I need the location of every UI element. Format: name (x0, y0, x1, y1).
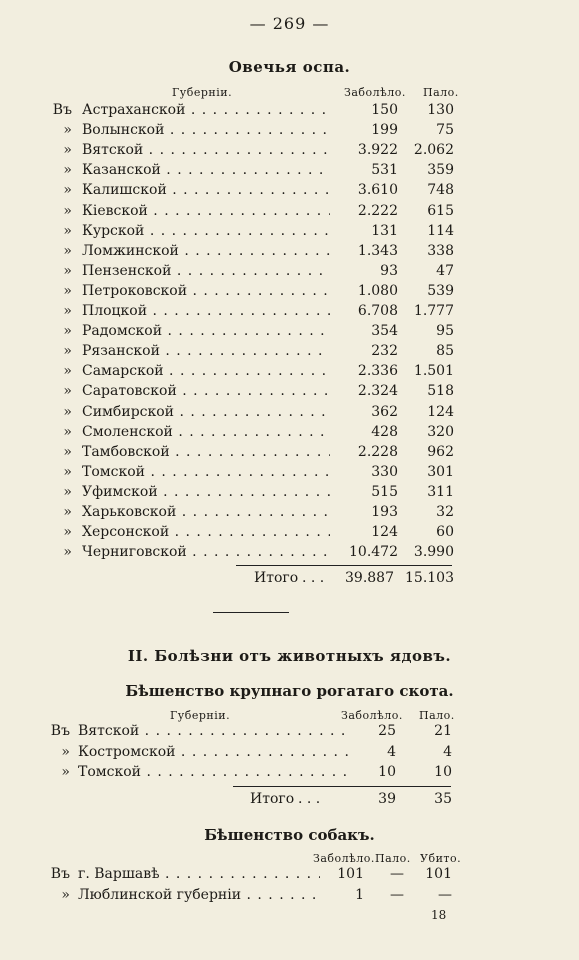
table-row (0, 122, 579, 142)
table-row (0, 524, 579, 544)
table-row (0, 223, 579, 243)
dead-count: 130 (402, 102, 454, 118)
row-prefix: » (63, 383, 72, 400)
col-header-province: Губерніи. (172, 86, 233, 99)
dead-count: 748 (402, 182, 454, 198)
province-name: Плоцкой . . . (82, 303, 382, 319)
signature-mark: 18 (431, 908, 447, 922)
province-name: Астраханской . . . (82, 102, 382, 118)
table-row (0, 323, 579, 343)
province-name: Курской . . . (82, 223, 382, 239)
row-prefix: » (63, 463, 72, 480)
dead-count: 95 (402, 323, 454, 339)
section-title: II. Болѣзни отъ животныхъ ядовъ. (127, 647, 452, 665)
table-row (0, 203, 579, 223)
dead-count: 124 (402, 404, 454, 420)
total-sick: 39.887 (345, 570, 394, 586)
dead-count: 518 (402, 383, 454, 399)
row-prefix: » (61, 743, 70, 760)
sick-count: 354 (330, 323, 398, 339)
row-prefix: » (61, 887, 70, 903)
table-row (0, 866, 579, 886)
table-row (0, 764, 579, 784)
dead-count: 47 (402, 263, 454, 279)
dead-count: 1.501 (402, 363, 454, 379)
dead-count: 359 (402, 162, 454, 178)
sick-count: 4 (350, 744, 396, 760)
table-row (0, 243, 579, 263)
row-prefix: » (63, 142, 72, 159)
province-name: Смоленской . . . (82, 424, 382, 440)
total-dots: . . . (298, 791, 321, 807)
rabies-dogs-title: Бѣшенство собакъ. (204, 826, 375, 844)
total-dead: 15.103 (405, 570, 454, 586)
sick-count: 1.343 (330, 243, 398, 259)
province-name: Вятской . . . (78, 723, 368, 739)
province-name: Херсонской . . . (82, 524, 382, 540)
province-name: Тамбовской . . . (82, 444, 382, 460)
rabies-cattle-total-row (0, 791, 579, 811)
sick-count: 124 (330, 524, 398, 540)
dead-count: — (372, 866, 404, 882)
table-row (0, 283, 579, 303)
sick-count: 362 (330, 404, 398, 420)
sheep-pox-total-row (0, 570, 579, 590)
table-row (0, 484, 579, 504)
sick-count: 2.324 (330, 383, 398, 399)
table-row (0, 363, 579, 383)
province-name: Томской . . . (78, 764, 368, 780)
row-prefix: » (63, 483, 72, 500)
table-row (0, 887, 579, 907)
dead-count: 3.990 (402, 544, 454, 560)
sheep-pox-title: Овечья оспа. (228, 58, 351, 76)
sick-count: 199 (330, 122, 398, 138)
row-prefix: » (63, 403, 72, 420)
row-prefix: Въ (50, 866, 70, 882)
sick-count: 25 (350, 723, 396, 739)
sick-count: 330 (330, 464, 398, 480)
place-name: Люблинской губерніи . . . (78, 887, 330, 903)
province-name: Пензенской . . . (82, 263, 382, 279)
row-prefix: Въ (52, 102, 72, 118)
sick-count: 1.080 (330, 283, 398, 299)
province-name: Ломжинской . . . (82, 243, 382, 259)
table-row (0, 424, 579, 444)
sick-count: 2.222 (330, 203, 398, 219)
sick-count: 3.610 (330, 182, 398, 198)
row-prefix: » (63, 544, 72, 561)
province-name: Костромской . . . (78, 744, 368, 760)
sick-count: 10 (350, 764, 396, 780)
total-label: Итого (254, 570, 299, 586)
row-prefix: » (63, 222, 72, 239)
section-divider (213, 612, 289, 613)
table-row (0, 464, 579, 484)
row-prefix: » (63, 162, 72, 179)
sick-count: 2.336 (330, 363, 398, 379)
table-row (0, 444, 579, 464)
row-prefix: » (63, 443, 72, 460)
col-header-sick: Заболѣло. (344, 86, 406, 99)
col-header-dead: Пало. (375, 852, 411, 865)
dead-count: 32 (402, 504, 454, 520)
province-name: Петроковской . . . (82, 283, 382, 299)
province-name: Харьковской . . . (82, 504, 382, 520)
row-prefix: » (63, 323, 72, 340)
table-row (0, 102, 579, 122)
sick-count: 428 (330, 424, 398, 440)
total-rule (233, 786, 451, 787)
province-name: Калишской . . . (82, 182, 382, 198)
col-header-province: Губерніи. (170, 709, 231, 722)
row-prefix: » (63, 524, 72, 541)
province-name: Волынской . . . (82, 122, 382, 138)
dead-count: 311 (402, 484, 454, 500)
col-header-killed: Убито. (420, 852, 462, 865)
dead-count: 60 (402, 524, 454, 540)
dead-count: 114 (402, 223, 454, 239)
total-label: Итого (250, 791, 295, 807)
dead-count: 4 (412, 744, 452, 760)
sick-count: 131 (330, 223, 398, 239)
province-name: Самарской . . . (82, 363, 382, 379)
dead-count: 320 (402, 424, 454, 440)
dead-count: 539 (402, 283, 454, 299)
total-sick: 39 (378, 791, 396, 807)
row-prefix: » (63, 363, 72, 380)
province-name: Рязанской . . . (82, 343, 382, 359)
table-row (0, 142, 579, 162)
province-name: Уфимской . . . (82, 484, 382, 500)
page-number: — 269 — (249, 14, 330, 33)
sick-count: 101 (320, 866, 364, 882)
province-name: Симбирской . . . (82, 404, 382, 420)
row-prefix: » (63, 423, 72, 440)
province-name: Радомской . . . (82, 323, 382, 339)
table-row (0, 544, 579, 564)
total-dots: . . . (302, 570, 325, 586)
table-row (0, 162, 579, 182)
province-name: Черниговской . . . (82, 544, 382, 560)
col-header-sick: Заболѣло. (313, 852, 375, 865)
col-header-sick: Заболѣло. (341, 709, 403, 722)
col-header-dead: Пало. (419, 709, 455, 722)
dead-count: — (372, 887, 404, 903)
table-row (0, 303, 579, 323)
province-name: Томской . . . (82, 464, 382, 480)
place-name: г. Варшавѣ . . . (78, 866, 330, 882)
sick-count: 1 (320, 887, 364, 903)
dead-count: 85 (402, 343, 454, 359)
dead-count: 10 (412, 764, 452, 780)
dead-count: 1.777 (402, 303, 454, 319)
row-prefix: » (63, 504, 72, 520)
table-row (0, 404, 579, 424)
sick-count: 10.472 (330, 544, 398, 560)
total-rule (236, 565, 452, 566)
rabies-cattle-title: Бѣшенство крупнаго рогатаго скота. (125, 682, 454, 700)
sick-count: 150 (330, 102, 398, 118)
sick-count: 2.228 (330, 444, 398, 460)
province-name: Вятской . . . (82, 142, 382, 158)
province-name: Саратовской . . . (82, 383, 382, 399)
row-prefix: » (63, 242, 72, 259)
dead-count: 21 (412, 723, 452, 739)
sick-count: 531 (330, 162, 398, 178)
table-row (0, 723, 579, 743)
table-row (0, 263, 579, 283)
dead-count: 2.062 (402, 142, 454, 158)
row-prefix: » (63, 343, 72, 360)
sick-count: 3.922 (330, 142, 398, 158)
row-prefix: » (63, 282, 72, 299)
dead-count: 338 (402, 243, 454, 259)
dead-count: 301 (402, 464, 454, 480)
dead-count: 962 (402, 444, 454, 460)
province-name: Казанской . . . (82, 162, 382, 178)
col-header-dead: Пало. (423, 86, 459, 99)
dead-count: 615 (402, 203, 454, 219)
sick-count: 232 (330, 343, 398, 359)
row-prefix: » (63, 303, 72, 319)
sick-count: 515 (330, 484, 398, 500)
table-row (0, 504, 579, 524)
killed-count: 101 (412, 866, 452, 882)
row-prefix: » (63, 182, 72, 199)
province-name: Кіевской . . . (82, 203, 382, 219)
row-prefix: » (63, 262, 72, 279)
killed-count: — (412, 887, 452, 903)
total-dead: 35 (434, 791, 452, 807)
table-row (0, 343, 579, 363)
row-prefix: » (63, 202, 72, 219)
row-prefix: Въ (50, 723, 70, 739)
dead-count: 75 (402, 122, 454, 138)
table-row (0, 744, 579, 764)
sick-count: 193 (330, 504, 398, 520)
sick-count: 93 (330, 263, 398, 279)
table-row (0, 182, 579, 202)
table-row (0, 383, 579, 403)
row-prefix: » (63, 122, 72, 139)
sick-count: 6.708 (330, 303, 398, 319)
row-prefix: » (61, 764, 70, 780)
